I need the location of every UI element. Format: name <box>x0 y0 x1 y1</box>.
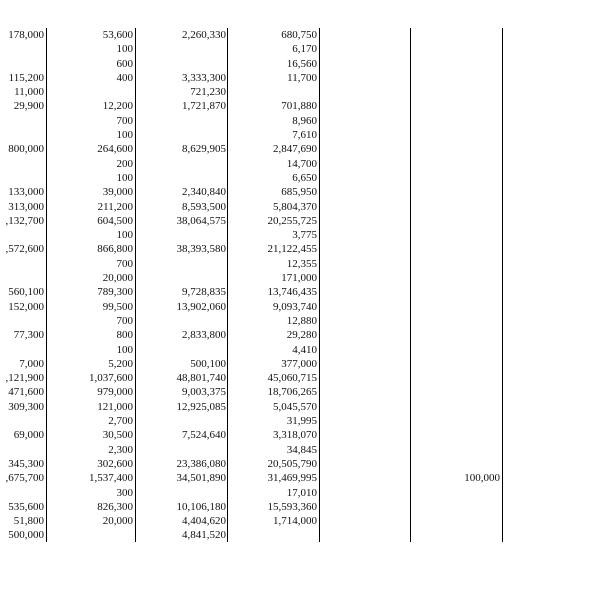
table-row <box>0 271 600 285</box>
table-cell-r33-c6 <box>411 486 503 500</box>
table-cell-r6-c6 <box>411 99 503 113</box>
table-cell-r14-c1: ,132,700 <box>5 214 44 227</box>
table-cell-r9-c5 <box>320 142 411 156</box>
table-cell-r22-c4: 29,280 <box>286 329 317 342</box>
table-cell-r7-c3 <box>136 114 228 128</box>
table-cell-r36-c5 <box>320 528 411 542</box>
table-cell-r21-c3 <box>136 314 228 328</box>
table-cell-r8-c3 <box>136 128 228 142</box>
table-cell-r8-c1 <box>0 128 47 142</box>
table-cell-r34-c6 <box>411 500 503 514</box>
table-cell-r31-c1: 345,300 <box>8 457 44 470</box>
table-row <box>0 171 600 185</box>
table-cell-r31-c2: 302,600 <box>97 457 133 470</box>
table-cell-r25-c2: 1,037,600 <box>89 372 133 385</box>
table-cell-r30-c2: 2,300 <box>108 443 133 456</box>
table-row <box>0 28 600 42</box>
table-cell-r15-c5 <box>320 228 411 242</box>
table-cell-r18-c2: 20,000 <box>102 272 133 285</box>
table-row <box>0 528 600 542</box>
table-row <box>0 357 600 371</box>
table-cell-r13-c5 <box>320 200 411 214</box>
table-cell-r6-c1: 29,900 <box>13 100 44 113</box>
table-cell-r22-c6 <box>411 328 503 342</box>
table-cell-r12-c2: 39,000 <box>102 186 133 199</box>
table-cell-r5-c1: 11,000 <box>14 86 44 99</box>
table-cell-r12-c3: 2,340,840 <box>182 186 226 199</box>
table-row <box>0 142 600 156</box>
table-row <box>0 114 600 128</box>
table-cell-r16-c2: 866,800 <box>97 243 133 256</box>
table-cell-r1-c4: 680,750 <box>281 29 317 41</box>
table-cell-r2-c3 <box>136 42 228 56</box>
ledger-table-body <box>0 28 600 543</box>
table-cell-r25-c6 <box>411 371 503 385</box>
table-cell-r32-c1: ,675,700 <box>5 472 44 485</box>
table-cell-r7-c5 <box>320 114 411 128</box>
table-row <box>0 214 600 228</box>
table-row <box>0 185 600 199</box>
table-cell-r3-c5 <box>320 57 411 71</box>
table-cell-r15-c1 <box>0 228 47 242</box>
table-cell-r13-c1: 313,000 <box>8 200 44 213</box>
table-cell-r33-c4: 17,010 <box>286 486 317 499</box>
table-cell-r34-c1: 535,600 <box>8 500 44 513</box>
table-row <box>0 428 600 442</box>
table-cell-r21-c1 <box>0 314 47 328</box>
table-cell-r9-c3: 8,629,905 <box>182 143 226 156</box>
table-cell-r3-c3 <box>136 57 228 71</box>
table-cell-r25-c3: 48,801,740 <box>176 372 226 385</box>
table-row <box>0 242 600 256</box>
table-row <box>0 471 600 485</box>
table-row <box>0 57 600 71</box>
table-cell-r12-c5 <box>320 185 411 199</box>
table-cell-r18-c4: 171,000 <box>281 272 317 285</box>
table-cell-r14-c6 <box>411 214 503 228</box>
table-cell-r3-c4: 16,560 <box>286 57 317 70</box>
table-cell-r31-c5 <box>320 457 411 471</box>
table-row <box>0 42 600 56</box>
table-cell-r10-c6 <box>411 157 503 171</box>
table-row <box>0 371 600 385</box>
table-cell-r24-c2: 5,200 <box>108 357 133 370</box>
table-cell-r17-c1 <box>0 257 47 271</box>
table-cell-r23-c5 <box>320 343 411 357</box>
table-cell-r30-c1 <box>0 443 47 457</box>
table-cell-r20-c1: 152,000 <box>8 300 44 313</box>
table-row <box>0 514 600 528</box>
table-cell-r1-c6 <box>411 28 503 42</box>
table-cell-r16-c1: ,572,600 <box>5 243 44 256</box>
table-row <box>0 257 600 271</box>
table-row <box>0 128 600 142</box>
table-cell-r7-c1 <box>0 114 47 128</box>
table-cell-r16-c6 <box>411 242 503 256</box>
table-cell-r24-c3: 500,100 <box>190 357 226 370</box>
table-cell-r26-c3: 9,003,375 <box>182 386 226 399</box>
table-cell-r14-c3: 38,064,575 <box>176 214 226 227</box>
table-cell-r35-c1: 51,800 <box>13 515 44 528</box>
table-cell-r24-c1: 7,000 <box>19 357 44 370</box>
table-cell-r6-c4: 701,880 <box>281 100 317 113</box>
table-cell-r7-c6 <box>411 114 503 128</box>
table-cell-r24-c6 <box>411 357 503 371</box>
table-cell-r12-c4: 685,950 <box>281 186 317 199</box>
table-cell-r18-c1 <box>0 271 47 285</box>
table-cell-r18-c3 <box>136 271 228 285</box>
table-cell-r27-c4: 5,045,570 <box>273 400 317 413</box>
table-cell-r8-c6 <box>411 128 503 142</box>
table-cell-r30-c5 <box>320 443 411 457</box>
table-cell-r20-c5 <box>320 300 411 314</box>
table-cell-r23-c1 <box>0 343 47 357</box>
table-cell-r35-c2: 20,000 <box>102 515 133 528</box>
table-cell-r19-c1: 560,100 <box>8 286 44 299</box>
table-row <box>0 300 600 314</box>
table-cell-r6-c5 <box>320 99 411 113</box>
table-cell-r5-c6 <box>411 85 503 99</box>
table-cell-r23-c3 <box>136 343 228 357</box>
table-cell-r16-c5 <box>320 242 411 256</box>
table-cell-r14-c2: 604,500 <box>97 214 133 227</box>
table-cell-r11-c6 <box>411 171 503 185</box>
table-cell-r28-c3 <box>136 414 228 428</box>
table-row <box>0 343 600 357</box>
table-cell-r9-c1: 800,000 <box>8 143 44 156</box>
table-cell-r13-c3: 8,593,500 <box>182 200 226 213</box>
table-cell-r35-c6 <box>411 514 503 528</box>
table-cell-r27-c5 <box>320 400 411 414</box>
table-cell-r33-c3 <box>136 486 228 500</box>
table-cell-r19-c3: 9,728,835 <box>182 286 226 299</box>
table-row <box>0 200 600 214</box>
table-cell-r5-c4 <box>228 85 320 99</box>
table-cell-r6-c3: 1,721,870 <box>182 100 226 113</box>
table-cell-r4-c1: 115,200 <box>8 71 44 84</box>
table-cell-r19-c4: 13,746,435 <box>267 286 317 299</box>
table-cell-r20-c4: 9,093,740 <box>273 300 317 313</box>
table-cell-r29-c5 <box>320 428 411 442</box>
table-cell-r30-c6 <box>411 443 503 457</box>
table-cell-r32-c5 <box>320 471 411 485</box>
table-row <box>0 457 600 471</box>
table-cell-r13-c6 <box>411 200 503 214</box>
table-cell-r23-c2: 100 <box>116 343 133 356</box>
table-cell-r20-c2: 99,500 <box>102 300 133 313</box>
table-cell-r2-c4: 6,170 <box>292 43 317 56</box>
table-cell-r4-c6 <box>411 71 503 85</box>
table-cell-r12-c1: 133,000 <box>8 186 44 199</box>
table-cell-r28-c2: 2,700 <box>108 415 133 428</box>
table-cell-r34-c4: 15,593,360 <box>267 500 317 513</box>
table-cell-r17-c2: 700 <box>116 257 133 270</box>
table-row <box>0 314 600 328</box>
table-cell-r26-c1: 471,600 <box>8 386 44 399</box>
table-row <box>0 385 600 399</box>
table-cell-r21-c4: 12,880 <box>286 314 317 327</box>
table-cell-r32-c6: 100,000 <box>464 472 500 485</box>
table-cell-r29-c3: 7,524,640 <box>182 429 226 442</box>
table-cell-r35-c3: 4,404,620 <box>182 515 226 528</box>
table-cell-r33-c5 <box>320 486 411 500</box>
table-cell-r5-c3: 721,230 <box>190 86 226 99</box>
table-row <box>0 414 600 428</box>
table-cell-r11-c4: 6,650 <box>292 171 317 184</box>
table-cell-r34-c5 <box>320 500 411 514</box>
table-cell-r1-c3: 2,260,330 <box>182 29 226 41</box>
table-cell-r33-c1 <box>0 486 47 500</box>
table-cell-r23-c6 <box>411 343 503 357</box>
table-cell-r20-c3: 13,902,060 <box>176 300 226 313</box>
table-cell-r25-c1: ,121,900 <box>5 372 44 385</box>
table-cell-r2-c5 <box>320 42 411 56</box>
table-cell-r9-c4: 2,847,690 <box>273 143 317 156</box>
table-cell-r36-c3: 4,841,520 <box>182 529 226 542</box>
table-cell-r1-c2: 53,600 <box>102 29 133 41</box>
table-row <box>0 443 600 457</box>
table-row <box>0 71 600 85</box>
table-cell-r15-c3 <box>136 228 228 242</box>
table-cell-r30-c4: 34,845 <box>286 443 317 456</box>
table-cell-r26-c4: 18,706,265 <box>267 386 317 399</box>
table-cell-r21-c5 <box>320 314 411 328</box>
table-cell-r27-c1: 309,300 <box>8 400 44 413</box>
table-cell-r17-c3 <box>136 257 228 271</box>
table-cell-r11-c1 <box>0 171 47 185</box>
table-row <box>0 500 600 514</box>
table-cell-r19-c5 <box>320 285 411 299</box>
table-cell-r7-c2: 700 <box>116 114 133 127</box>
table-cell-r9-c2: 264,600 <box>97 143 133 156</box>
table-cell-r25-c5 <box>320 371 411 385</box>
table-cell-r16-c3: 38,393,580 <box>176 243 226 256</box>
table-cell-r23-c4: 4,410 <box>292 343 317 356</box>
table-cell-r4-c3: 3,333,300 <box>182 71 226 84</box>
table-cell-r30-c3 <box>136 443 228 457</box>
table-cell-r17-c6 <box>411 257 503 271</box>
table-cell-r29-c1: 69,000 <box>13 429 44 442</box>
table-cell-r17-c5 <box>320 257 411 271</box>
table-cell-r28-c1 <box>0 414 47 428</box>
table-cell-r29-c4: 3,318,070 <box>273 429 317 442</box>
table-cell-r6-c2: 12,200 <box>102 100 133 113</box>
table-cell-r31-c3: 23,386,080 <box>176 457 226 470</box>
table-cell-r5-c5 <box>320 85 411 99</box>
table-cell-r10-c1 <box>0 157 47 171</box>
table-cell-r28-c6 <box>411 414 503 428</box>
table-cell-r34-c3: 10,106,180 <box>176 500 226 513</box>
table-cell-r10-c2: 200 <box>116 157 133 170</box>
table-cell-r13-c2: 211,200 <box>97 200 133 213</box>
table-cell-r21-c6 <box>411 314 503 328</box>
table-cell-r2-c2: 100 <box>116 43 133 56</box>
table-cell-r3-c1 <box>0 57 47 71</box>
table-cell-r25-c4: 45,060,715 <box>267 372 317 385</box>
table-cell-r10-c4: 14,700 <box>286 157 317 170</box>
table-cell-r27-c6 <box>411 400 503 414</box>
table-cell-r20-c6 <box>411 300 503 314</box>
table-cell-r36-c6 <box>411 528 503 542</box>
table-cell-r15-c4: 3,775 <box>292 229 317 242</box>
table-cell-r36-c2 <box>47 528 136 542</box>
table-cell-r14-c5 <box>320 214 411 228</box>
table-cell-r18-c6 <box>411 271 503 285</box>
table-cell-r19-c6 <box>411 285 503 299</box>
table-row <box>0 285 600 299</box>
table-cell-r24-c4: 377,000 <box>281 357 317 370</box>
table-cell-r8-c2: 100 <box>116 129 133 142</box>
table-cell-r32-c2: 1,537,400 <box>89 472 133 485</box>
table-cell-r36-c1: 500,000 <box>8 529 44 542</box>
table-cell-r11-c3 <box>136 171 228 185</box>
table-cell-r4-c2: 400 <box>116 71 133 84</box>
table-cell-r5-c2 <box>47 85 136 99</box>
table-cell-r4-c5 <box>320 71 411 85</box>
table-cell-r29-c6 <box>411 428 503 442</box>
table-cell-r22-c5 <box>320 328 411 342</box>
table-cell-r15-c2: 100 <box>116 229 133 242</box>
table-cell-r14-c4: 20,255,725 <box>267 214 317 227</box>
table-row <box>0 328 600 342</box>
table-cell-r1-c1: 178,000 <box>8 29 44 41</box>
table-cell-r22-c3: 2,833,800 <box>182 329 226 342</box>
table-cell-r3-c6 <box>411 57 503 71</box>
table-cell-r17-c4: 12,355 <box>286 257 317 270</box>
table-row <box>0 400 600 414</box>
table-row <box>0 99 600 113</box>
table-cell-r36-c4 <box>228 528 320 542</box>
table-cell-r2-c1 <box>0 42 47 56</box>
table-cell-r2-c6 <box>411 42 503 56</box>
table-cell-r34-c2: 826,300 <box>97 500 133 513</box>
table-cell-r31-c4: 20,505,790 <box>267 457 317 470</box>
table-cell-r10-c5 <box>320 157 411 171</box>
table-cell-r1-c5 <box>320 28 411 42</box>
table-cell-r10-c3 <box>136 157 228 171</box>
table-cell-r31-c6 <box>411 457 503 471</box>
table-cell-r12-c6 <box>411 185 503 199</box>
table-cell-r3-c2: 600 <box>116 57 133 70</box>
table-row <box>0 85 600 99</box>
table-cell-r27-c3: 12,925,085 <box>176 400 226 413</box>
table-cell-r18-c5 <box>320 271 411 285</box>
table-cell-r4-c4: 11,700 <box>287 71 317 84</box>
table-cell-r21-c2: 700 <box>116 314 133 327</box>
table-cell-r8-c5 <box>320 128 411 142</box>
table-cell-r11-c2: 100 <box>116 171 133 184</box>
table-cell-r26-c2: 979,000 <box>97 386 133 399</box>
table-cell-r26-c5 <box>320 385 411 399</box>
table-cell-r15-c6 <box>411 228 503 242</box>
table-cell-r28-c5 <box>320 414 411 428</box>
table-cell-r22-c2: 800 <box>116 329 133 342</box>
table-cell-r35-c4: 1,714,000 <box>273 515 317 528</box>
table-cell-r8-c4: 7,610 <box>292 129 317 142</box>
table-cell-r27-c2: 121,000 <box>97 400 133 413</box>
table-cell-r13-c4: 5,804,370 <box>273 200 317 213</box>
table-cell-r24-c5 <box>320 357 411 371</box>
table-row <box>0 157 600 171</box>
table-cell-r22-c1: 77,300 <box>13 329 44 342</box>
table-cell-r7-c4: 8,960 <box>292 114 317 127</box>
table-cell-r26-c6 <box>411 385 503 399</box>
table-cell-r11-c5 <box>320 171 411 185</box>
table-cell-r29-c2: 30,500 <box>102 429 133 442</box>
table-cell-r33-c2: 300 <box>116 486 133 499</box>
table-cell-r19-c2: 789,300 <box>97 286 133 299</box>
table-cell-r32-c4: 31,469,995 <box>267 472 317 485</box>
table-row <box>0 486 600 500</box>
table-cell-r16-c4: 21,122,455 <box>267 243 317 256</box>
table-cell-r9-c6 <box>411 142 503 156</box>
table-cell-r35-c5 <box>320 514 411 528</box>
table-cell-r28-c4: 31,995 <box>286 415 317 428</box>
table-row <box>0 228 600 242</box>
table-cell-r32-c3: 34,501,890 <box>176 472 226 485</box>
